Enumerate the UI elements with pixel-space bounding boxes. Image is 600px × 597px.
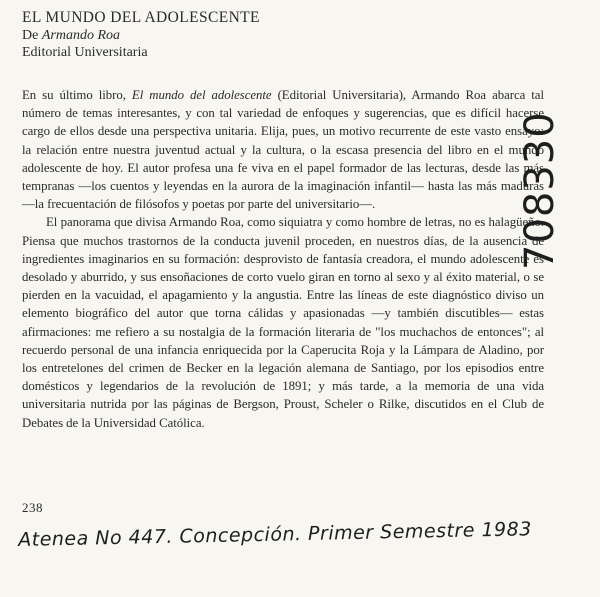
handwritten-citation-note: Atenea No 447. Concepción. Primer Semestre 1983: [18, 518, 533, 551]
paragraph-1-start: En su último libro,: [22, 88, 132, 102]
margin-catalog-number: 708330: [517, 111, 563, 270]
author-prefix: De: [22, 28, 42, 43]
article-title: EL MUNDO DEL ADOLESCENTE: [22, 9, 260, 26]
paragraph-1-rest: (Editorial Universitaria), Armando Roa abarca tal número de temas interesantes, y con tal variedad de enfoques y sugerencias, que es difícil hacerse cargo de ellos desde una perspectiva unitaria. Elija, pues, un motivo recurrente de este vasto ensayo: la relación entre nuestra juventud actual y la cultura, o la escasa presencia del libro en el mundo adolescente de hoy. El autor profesa una fe viva en el papel formador de las lecturas, desde las más tempranas —los cuentos y leyendas en la aurora de la imaginación infantil— hasta las más maduras —la frecuentación de filósofos y poetas por parte del universitario—.: [22, 88, 544, 212]
article-body: [22, 86, 544, 432]
article-header: [22, 8, 492, 61]
book-title-italic: El mundo del adolescente: [131, 88, 272, 102]
paragraph-2: El panorama que divisa Armando Roa, como siquiatra y como hombre de letras, no es halagüeño. Piensa que muchos trastornos de la conducta juvenil proceden, en nuestros días, de la ausencia de ingredientes imaginarios en su formación: desprovisto de fantasía creadora, el mundo adolescente es desolado y aburrido, y sus ensoñaciones de corto vuelo giran en torno al sexo y al éxito material, o se pierden en la vacuidad, el apagamiento y la angustia. Entre las líneas de este diagnóstico diviso un elemento biográfico del autor que torna cálidas y apasionadas —y también discutibles— estas afirmaciones: me refiero a su nostalgia de la formación literaria de "los muchachos de entonces"; al recuerdo personal de una infancia enriquecida por la Caperucita Roja y la Lámpara de Aladino, por los entretelones del crimen de Becker en la legación alemana de Santiago, por los episodios entre domésticos y legendarios de la revolución de 1891; y más tarde, a la memoria de una vida universitaria nutrida por las páginas de Bergson, Proust, Scheler o Rilke, discutidos en el Club de Debates de la Universidad Católica.: [22, 215, 544, 430]
publisher: Editorial Universitaria: [22, 45, 148, 60]
author-name: Armando Roa: [41, 28, 120, 43]
author-line: [22, 27, 492, 44]
page-number: 238: [22, 500, 43, 515]
paragraph-1: [22, 86, 544, 213]
